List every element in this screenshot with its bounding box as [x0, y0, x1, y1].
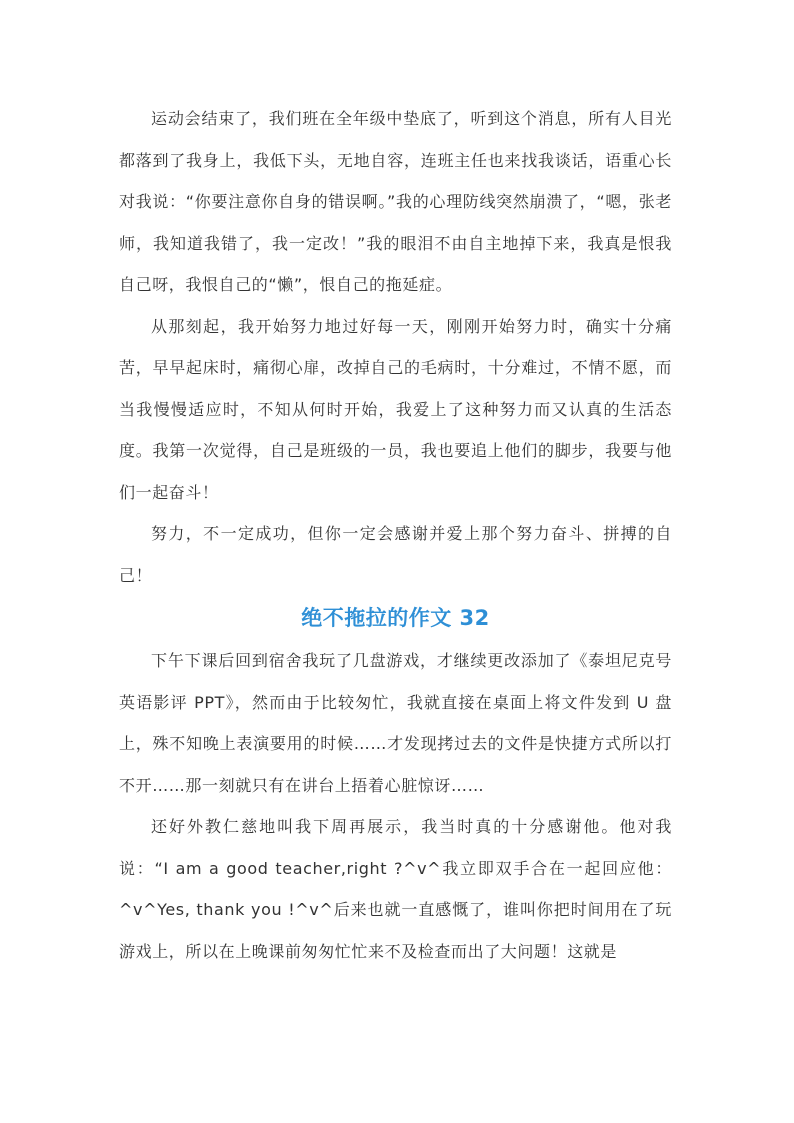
paragraph-foreign-teacher: 还好外教仁慈地叫我下周再展示，我当时真的十分感谢他。他对我说：“I am a good teacher,right ?^v^我立即双手合在一起回应他：^v^Yes, thank you !^v^后来也就一直感慨了，谁叫你把时间用在了玩游戏上，所以在上晚课前匆匆忙忙来不及检查而出了大问题！这就是 — [119, 817, 672, 961]
paragraph-sports-meet: 运动会结束了，我们班在全年级中垫底了，听到这个消息，所有人目光都落到了我身上，我低下头，无地自容，连班主任也来找我谈话，语重心长对我说：“你要注意你自身的错误啊。”我的心理防线突然崩溃了，“嗯，张老师，我知道我错了，我一定改！”我的眼泪不由自主地掉下来，我真是恨我自己呀，我恨自己的“懒”，恨自己的拖延症。 — [119, 109, 672, 294]
paragraph-effort-begins: 从那刻起，我开始努力地过好每一天，刚刚开始努力时，确实十分痛苦，早早起床时，痛彻心扉，改掉自己的毛病时，十分难过，不情不愿，而当我慢慢适应时，不知从何时开始，我爱上了这种努力而又认真的生活态度。我第一次觉得，自己是班级的一员，我也要追上他们的脚步，我要与他们一起奋斗！ — [119, 316, 672, 502]
paragraph-ppt-story: 下午下课后回到宿舍我玩了几盘游戏，才继续更改添加了《泰坦尼克号英语影评 PPT》，然而由于比较匆忙，我就直接在桌面上将文件发到 U 盘上，殊不知晚上表演要用的时候……才发现拷过去的文件是快捷方式所以打不开……那一刻就只有在讲台上捂着心脏惊讶…… — [119, 651, 672, 795]
essay-heading: 绝不拖拉的作文 32 — [301, 606, 490, 630]
paragraph-conclusion: 努力，不一定成功，但你一定会感谢并爱上那个努力奋斗、拼搏的自己！ — [119, 524, 672, 585]
document-body — [119, 98, 672, 972]
